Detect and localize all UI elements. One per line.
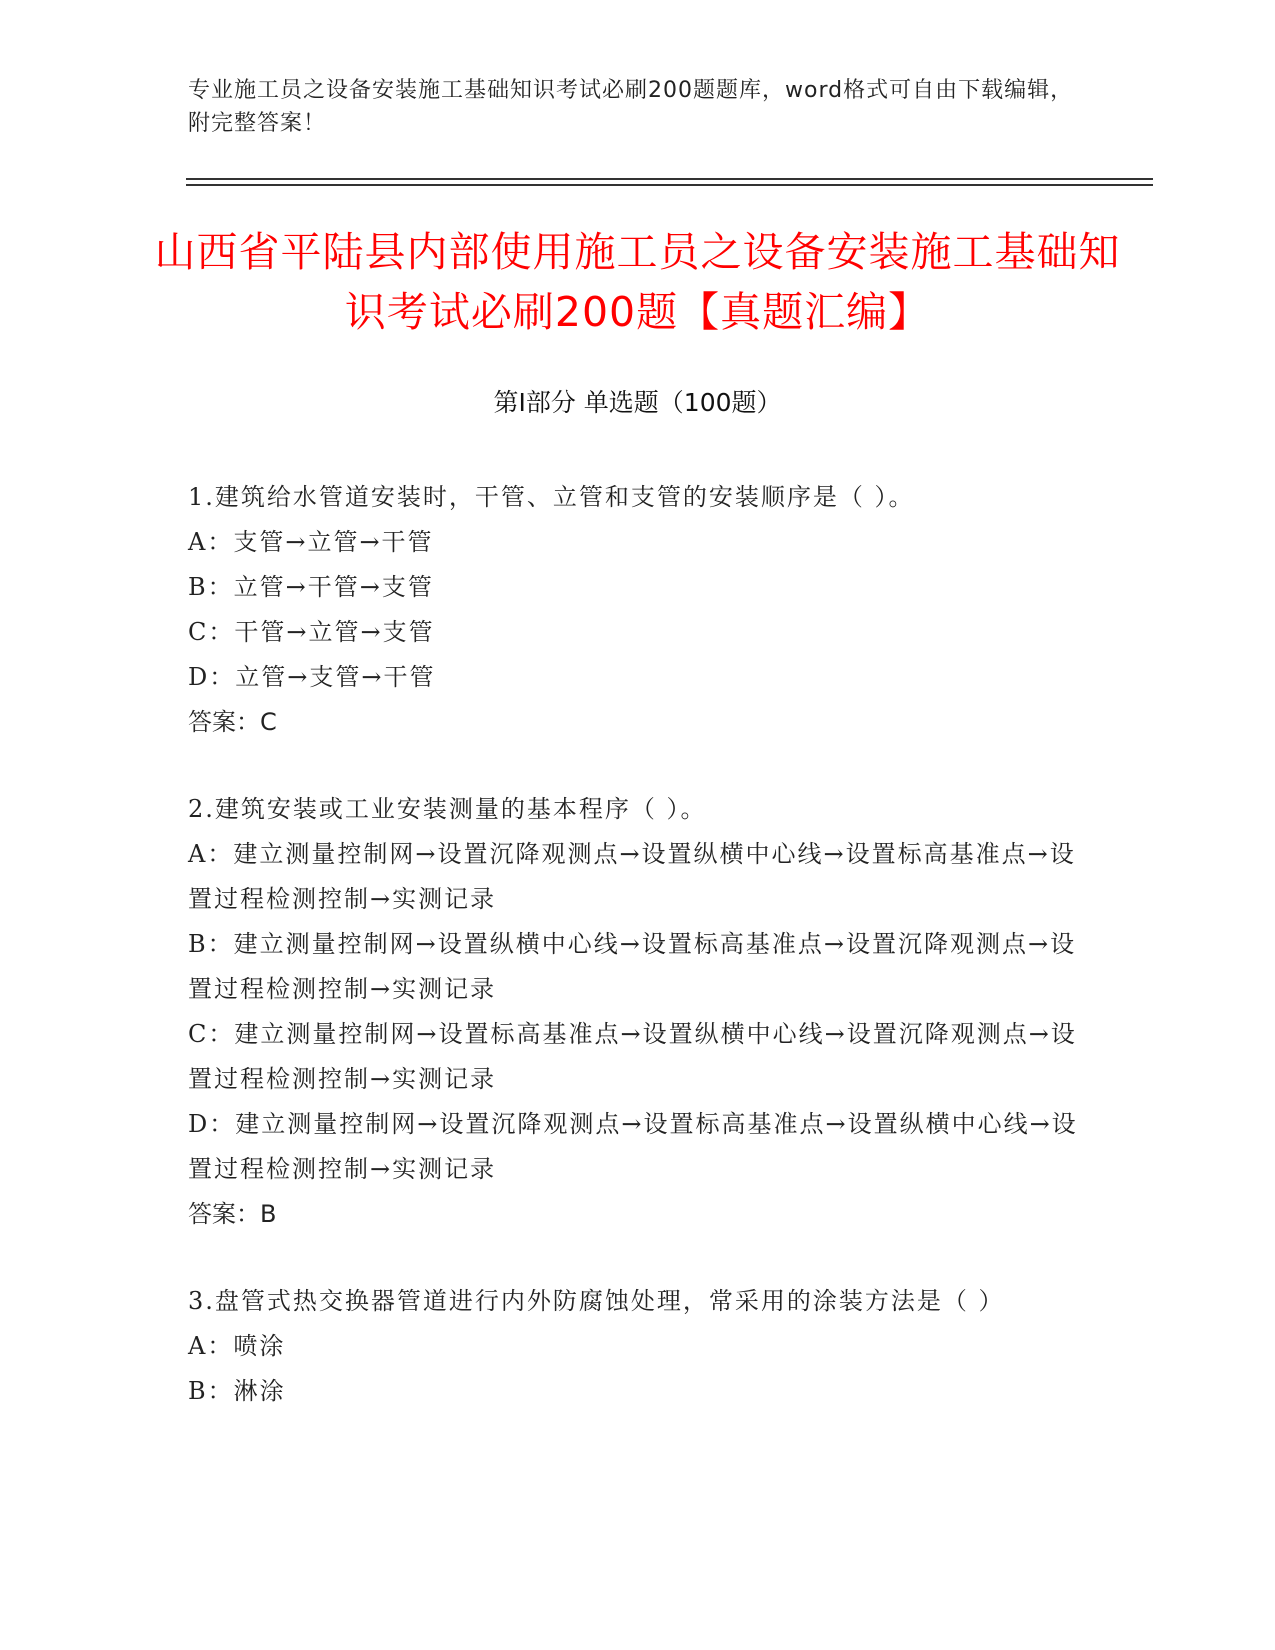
option-c: C：干管→立管→支管 xyxy=(188,618,435,646)
question-1 xyxy=(188,475,1083,745)
option-a: A：支管→立管→干管 xyxy=(188,528,434,556)
header-note: 专业施工员之设备安装施工基础知识考试必刷200题题库，word格式可自由下载编辑，附完整答案！ xyxy=(188,78,1074,136)
question-2 xyxy=(188,787,1083,1237)
option-b: B：建立测量控制网→设置纵横中心线→设置标高基准点→设置沉降观测点→设置过程检测控制→实测记录 xyxy=(188,930,1077,1003)
question-list xyxy=(188,475,1083,1456)
question-3 xyxy=(188,1279,1083,1414)
answer: 答案：C xyxy=(188,708,277,736)
answer: 答案：B xyxy=(188,1200,277,1228)
question-text: 1.建筑给水管道安装时，干管、立管和支管的安装顺序是（ ）。 xyxy=(188,483,915,511)
option-a: A：喷涂 xyxy=(188,1332,286,1360)
option-a: A：建立测量控制网→设置沉降观测点→设置纵横中心线→设置标高基准点→设置过程检测控制→实测记录 xyxy=(188,840,1076,913)
question-text: 3.盘管式热交换器管道进行内外防腐蚀处理，常采用的涂装方法是（ ） xyxy=(188,1287,1005,1315)
section-title: 第Ⅰ部分 单选题（100题） xyxy=(493,388,782,417)
document-title: 山西省平陆县内部使用施工员之设备安装施工基础知识考试必刷200题【真题汇编】 xyxy=(154,228,1121,336)
option-c: C：建立测量控制网→设置标高基准点→设置纵横中心线→设置沉降观测点→设置过程检测控制→实测记录 xyxy=(188,1020,1077,1093)
option-d: D：建立测量控制网→设置沉降观测点→设置标高基准点→设置纵横中心线→设置过程检测控制→实测记录 xyxy=(188,1110,1078,1183)
option-b: B：淋涂 xyxy=(188,1377,286,1405)
option-b: B：立管→干管→支管 xyxy=(188,573,434,601)
header-rule-top xyxy=(186,178,1153,180)
option-d: D：立管→支管→干管 xyxy=(188,663,436,691)
header-rule-bottom xyxy=(186,184,1153,186)
question-text: 2.建筑安装或工业安装测量的基本程序（ ）。 xyxy=(188,795,707,823)
